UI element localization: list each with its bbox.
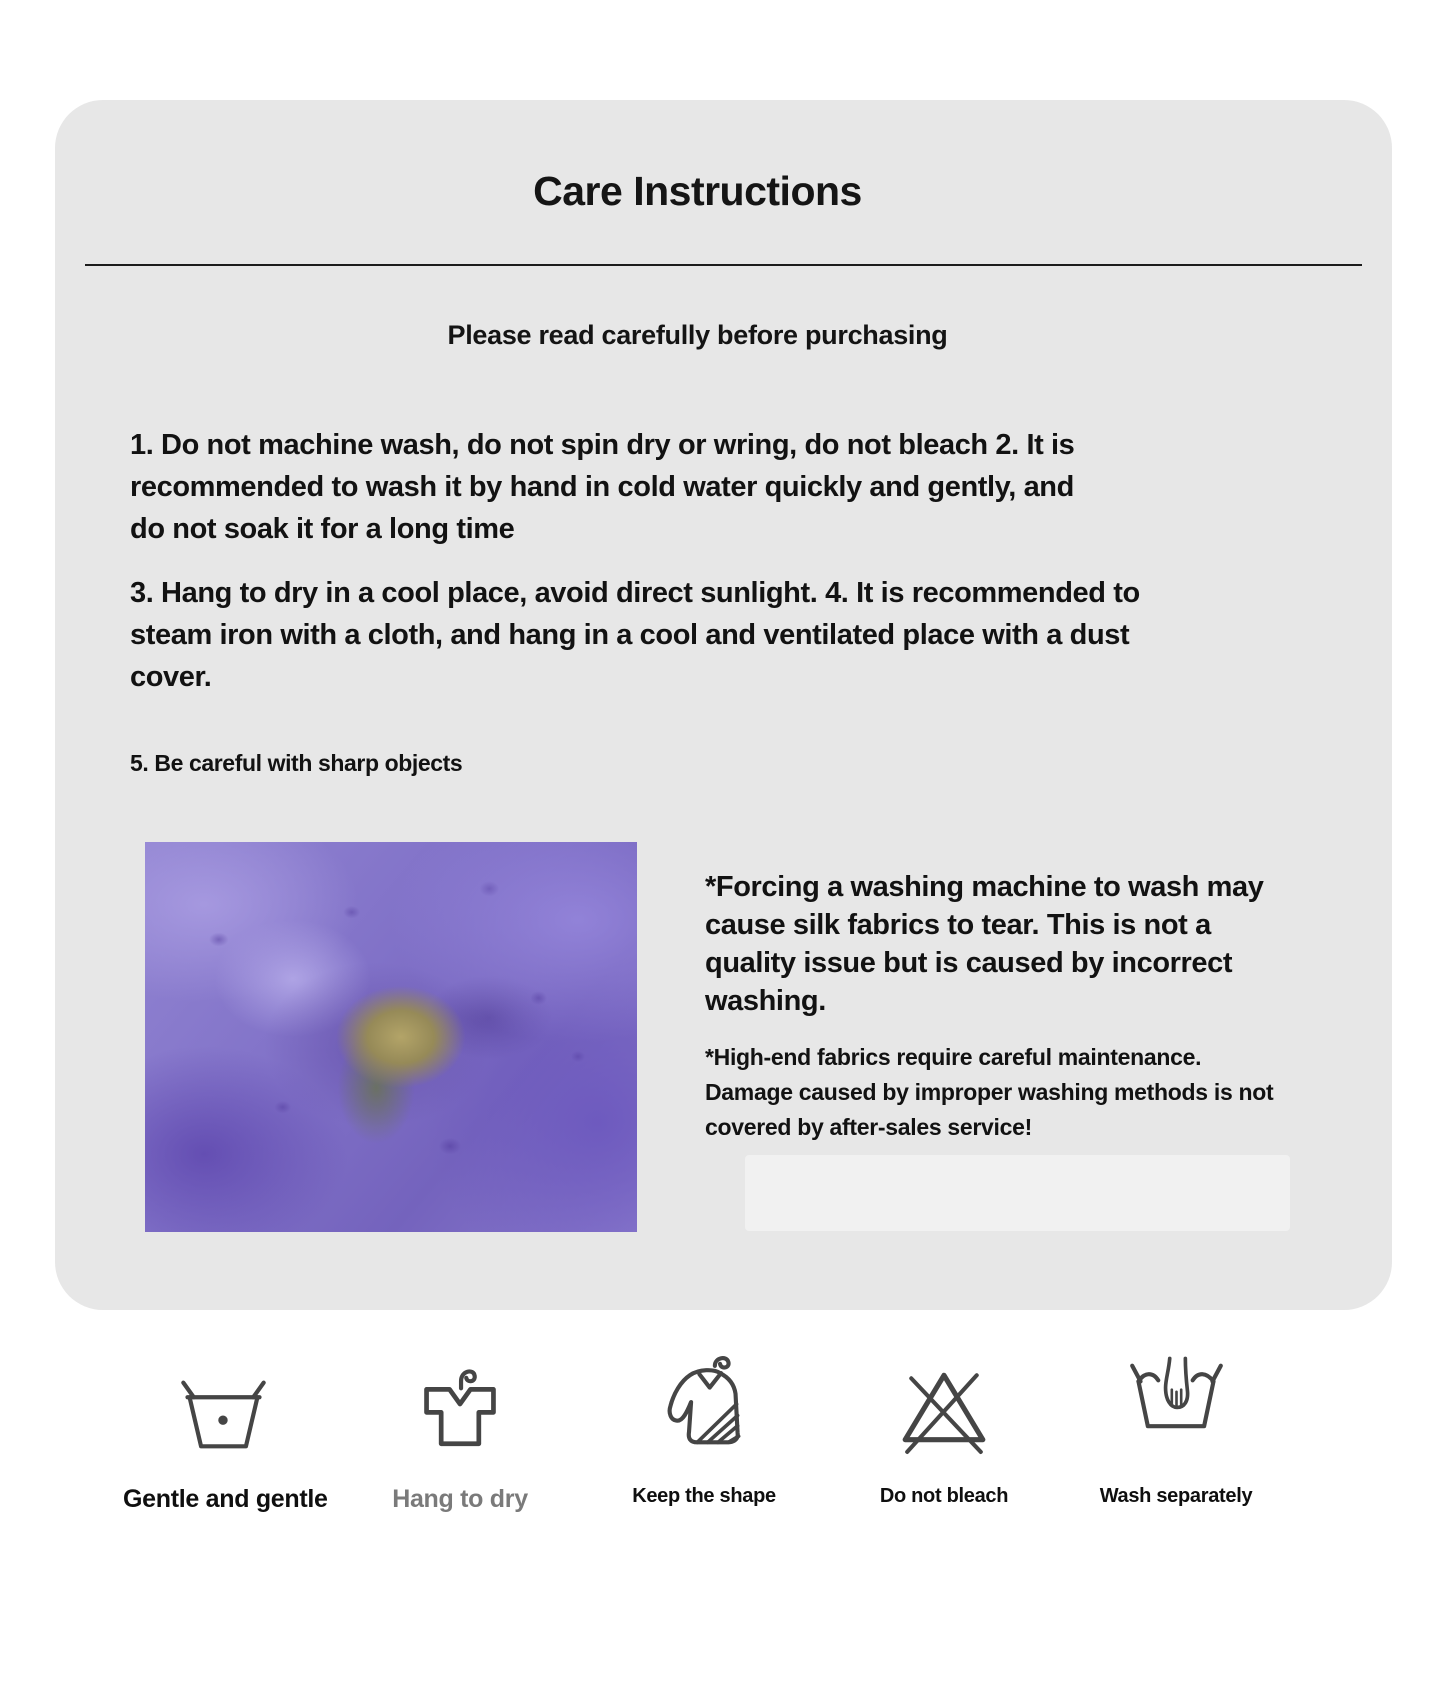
text-line: 3. Hang to dry in a cool place, avoid direct sunlight. 4. It is recommended to <box>130 577 1140 609</box>
care-icon-keep-shape <box>604 1350 804 1520</box>
page-title: Care Instructions <box>533 168 862 214</box>
instruction-paragraph-2 <box>130 572 1220 698</box>
text-line: do not soak it for a long time <box>130 513 515 545</box>
gentle-wash-tub-icon <box>176 1378 271 1457</box>
title-divider-line <box>85 264 1362 266</box>
text-line: Damage caused by improper washing methods is not <box>705 1079 1274 1105</box>
fabric-damage-photo <box>145 842 637 1232</box>
care-icon-hang-dry <box>360 1350 560 1520</box>
hang-dry-shirt-icon <box>420 1358 500 1455</box>
care-icon-label: Gentle and gentle <box>123 1485 328 1513</box>
warning-note-secondary <box>705 1040 1305 1145</box>
instruction-paragraph-1 <box>130 424 1220 550</box>
care-instructions-card <box>55 100 1392 1310</box>
care-icon-gentle-wash <box>123 1350 328 1520</box>
text-line: 1. Do not machine wash, do not spin dry or wring, do not bleach 2. It is <box>130 429 1075 461</box>
warning-note-primary <box>705 868 1305 1020</box>
care-icon-label: Do not bleach <box>879 1485 1009 1507</box>
care-icon-label: Hang to dry <box>392 1485 528 1513</box>
care-icon-no-bleach <box>844 1350 1044 1520</box>
no-bleach-triangle-icon <box>897 1362 991 1461</box>
text-line: quality issue but is caused by incorrect <box>705 947 1233 979</box>
keep-shape-garment-icon <box>658 1352 750 1455</box>
subtitle: Please read carefully before purchasing <box>447 320 948 350</box>
care-icon-label: Keep the shape <box>632 1485 776 1507</box>
care-icon-wash-separately <box>1076 1350 1276 1520</box>
text-line: cover. <box>130 661 212 693</box>
text-line: recommended to wash it by hand in cold water quickly and gently, and <box>130 471 1074 503</box>
text-line: covered by after-sales service! <box>705 1114 1032 1140</box>
text-line: steam iron with a cloth, and hang in a cool and ventilated place with a dust <box>130 619 1130 651</box>
text-line: cause silk fabrics to tear. This is not a <box>705 909 1211 941</box>
hand-wash-tub-icon <box>1127 1356 1226 1443</box>
care-icon-label: Wash separately <box>1099 1485 1253 1507</box>
text-line: *High-end fabrics require careful maintenance. <box>705 1044 1202 1070</box>
text-line: washing. <box>705 985 826 1017</box>
text-line: *Forcing a washing machine to wash may <box>705 871 1264 903</box>
instruction-paragraph-3: 5. Be careful with sharp objects <box>130 750 463 776</box>
faded-watermark-band <box>745 1155 1290 1231</box>
